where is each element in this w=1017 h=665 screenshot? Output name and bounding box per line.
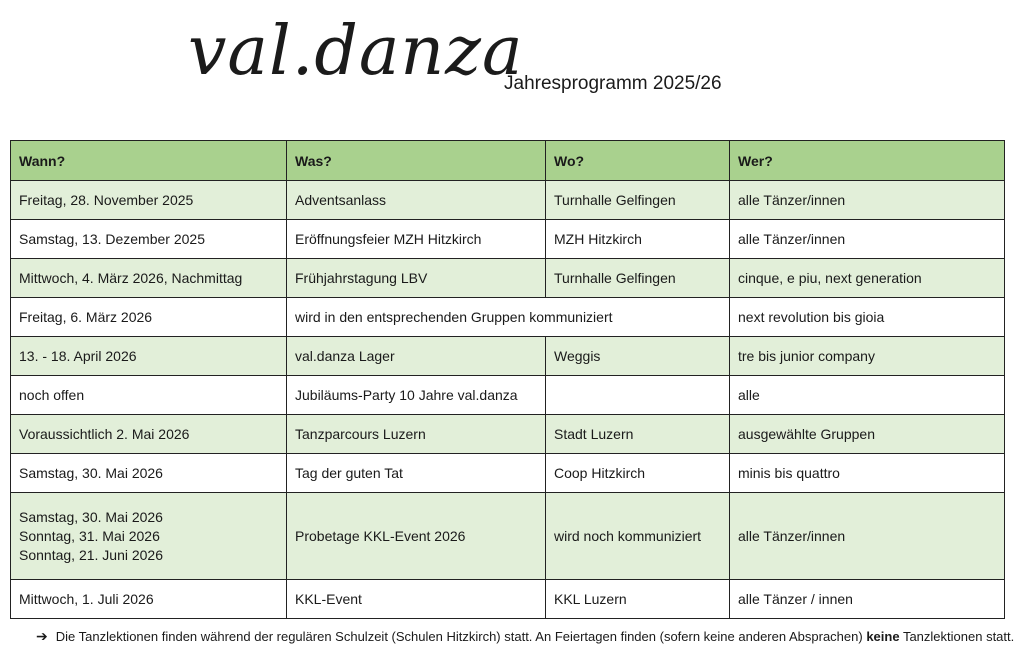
- cell-wann: 13. - 18. April 2026: [11, 337, 287, 376]
- cell-wer: alle Tänzer/innen: [730, 181, 1005, 220]
- column-header-wer: Wer?: [730, 141, 1005, 181]
- table-row: [11, 259, 1005, 298]
- cell-wann: Samstag, 30. Mai 2026: [11, 454, 287, 493]
- cell-was: val.danza Lager: [287, 337, 546, 376]
- cell-was: Jubiläums-Party 10 Jahre val.danza: [287, 376, 546, 415]
- arrow-right-icon: ➔: [36, 628, 48, 644]
- table-row: [11, 181, 1005, 220]
- cell-wer: minis bis quattro: [730, 454, 1005, 493]
- table-row: [11, 220, 1005, 259]
- cell-wo: Turnhalle Gelfingen: [546, 181, 730, 220]
- logo: val.danza: [188, 12, 524, 91]
- cell-was: Tanzparcours Luzern: [287, 415, 546, 454]
- program-table: [10, 140, 1005, 619]
- cell-wer: ausgewählte Gruppen: [730, 415, 1005, 454]
- cell-wo: wird noch kommuniziert: [546, 493, 730, 580]
- table-row: [11, 493, 1005, 580]
- cell-wo: Weggis: [546, 337, 730, 376]
- cell-wann-line: Sonntag, 21. Juni 2026: [19, 546, 164, 563]
- cell-wann: Mittwoch, 4. März 2026, Nachmittag: [11, 259, 287, 298]
- cell-wann: noch offen: [11, 376, 287, 415]
- footnote-text: Die Tanzlektionen finden während der regulären Schulzeit (Schulen Hitzkirch) statt. An Feiertagen finden (sofern keine anderen Absprachen): [55, 629, 863, 644]
- cell-was: Frühjahrstagung LBV: [287, 259, 546, 298]
- cell-wo: [546, 376, 730, 415]
- cell-was-wo-merged: wird in den entsprechenden Gruppen kommuniziert: [287, 298, 730, 337]
- cell-wo: Coop Hitzkirch: [546, 454, 730, 493]
- table-row: [11, 454, 1005, 493]
- cell-wer: alle Tänzer / innen: [730, 580, 1005, 619]
- footnote: [36, 628, 1014, 645]
- cell-wer: next revolution bis gioia: [730, 298, 1005, 337]
- cell-wann: Voraussichtlich 2. Mai 2026: [11, 415, 287, 454]
- cell-wo: Turnhalle Gelfingen: [546, 259, 730, 298]
- footnote-text-end: Tanzlektionen statt.: [902, 629, 1015, 644]
- cell-was: Tag der guten Tat: [287, 454, 546, 493]
- table-row: [11, 376, 1005, 415]
- cell-wer: cinque, e piu, next generation: [730, 259, 1005, 298]
- table-header-row: [11, 141, 1005, 181]
- cell-was: KKL-Event: [287, 580, 546, 619]
- cell-wann: Freitag, 28. November 2025: [11, 181, 287, 220]
- column-header-was: Was?: [287, 141, 546, 181]
- table-row: [11, 580, 1005, 619]
- cell-wo: MZH Hitzkirch: [546, 220, 730, 259]
- table-row: [11, 298, 1005, 337]
- cell-wann: Samstag, 13. Dezember 2025: [11, 220, 287, 259]
- cell-was: Eröffnungsfeier MZH Hitzkirch: [287, 220, 546, 259]
- cell-wo: Stadt Luzern: [546, 415, 730, 454]
- cell-wann: Mittwoch, 1. Juli 2026: [11, 580, 287, 619]
- table-row: [11, 337, 1005, 376]
- column-header-wo: Wo?: [546, 141, 730, 181]
- cell-wann: Freitag, 6. März 2026: [11, 298, 287, 337]
- cell-wer: alle Tänzer/innen: [730, 493, 1005, 580]
- cell-wann-line: Sonntag, 31. Mai 2026: [19, 527, 160, 544]
- header: [0, 0, 1017, 140]
- cell-was: Adventsanlass: [287, 181, 546, 220]
- table-row: [11, 415, 1005, 454]
- cell-wer: alle: [730, 376, 1005, 415]
- page-title: Jahresprogramm 2025/26: [504, 73, 722, 94]
- cell-wo: KKL Luzern: [546, 580, 730, 619]
- cell-was: Probetage KKL-Event 2026: [287, 493, 546, 580]
- cell-wann: [11, 493, 287, 580]
- cell-wer: alle Tänzer/innen: [730, 220, 1005, 259]
- column-header-wann: Wann?: [11, 141, 287, 181]
- footnote-bold: keine: [866, 629, 900, 644]
- cell-wer: tre bis junior company: [730, 337, 1005, 376]
- cell-wann-line: Samstag, 30. Mai 2026: [19, 508, 163, 525]
